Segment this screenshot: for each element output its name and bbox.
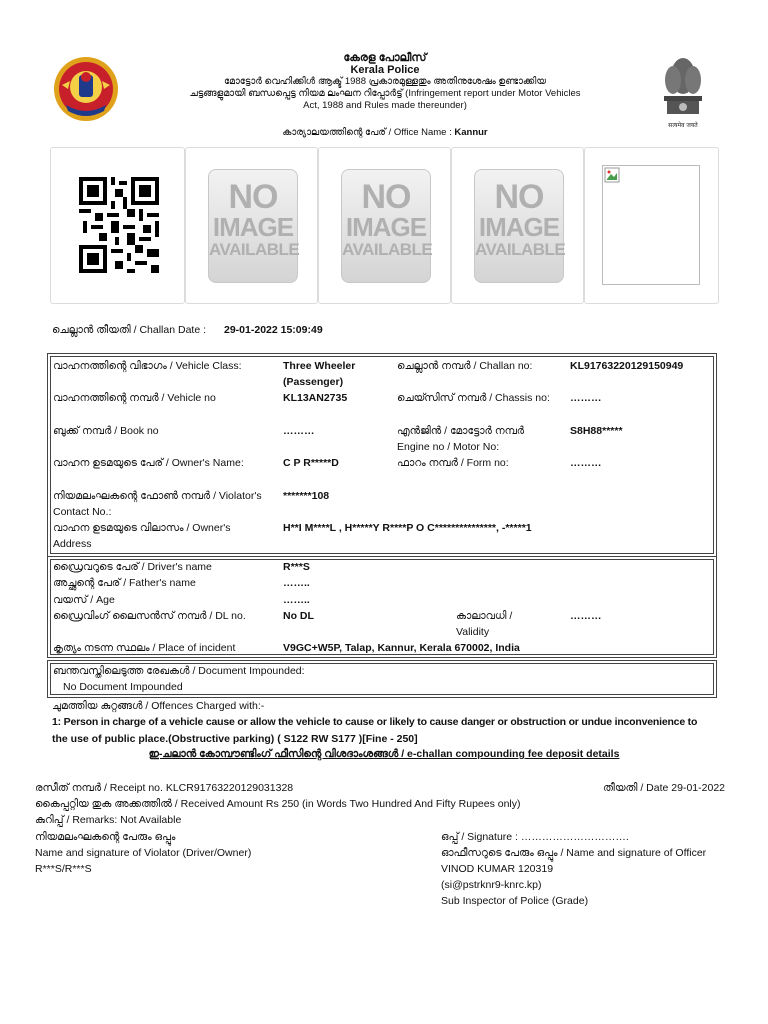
violator-name: R***S/R***S <box>35 863 92 875</box>
remarks: കുറിപ്പ് / Remarks: Not Available <box>35 814 182 826</box>
book-no-value: ……… <box>283 425 315 437</box>
challan-no-value: KL91763220129150949 <box>570 360 684 372</box>
vehicle-no-label: വാഹനത്തിന്റെ നമ്പർ / Vehicle no <box>53 392 216 404</box>
validity-value: ……… <box>570 610 602 622</box>
vehicle-no-value: KL13AN2735 <box>283 392 348 404</box>
evidence-image-3 <box>451 147 584 304</box>
no-image-placeholder-icon: NO IMAGE AVAILABLE <box>474 169 564 283</box>
owner-name-value: C P R*****D <box>283 457 339 469</box>
signature-line: ഒപ്പ് / Signature : …………………………. <box>441 831 629 843</box>
broken-image-icon <box>604 167 620 183</box>
offence-line-2: the use of public place.(Obstructive parking) ( S122 RW S177 )[Fine - 250] <box>52 733 418 745</box>
form-no-value: ……… <box>570 457 602 469</box>
officer-rank: Sub Inspector of Police (Grade) <box>441 895 589 907</box>
challan-date-value: 29-01-2022 15:09:49 <box>224 324 323 336</box>
offence-line-1: 1: Person in charge of a vehicle cause or allow the vehicle to cause or likely to cause danger or obstruction or undue inconvenience to <box>52 716 698 728</box>
form-no-label: ഫാറം നമ്പർ / Form no: <box>397 457 509 469</box>
violator-contact-label: നിയമലംഘകന്റെ ഫോൺ നമ്പർ / Violator's Contact No.: <box>53 490 262 518</box>
national-emblem-icon <box>655 52 711 132</box>
chassis-no-value: ……… <box>570 392 602 404</box>
title-english: Kerala Police <box>350 64 420 76</box>
office-value: Kannur <box>454 127 488 138</box>
qr-code-icon <box>79 177 159 273</box>
offences-label: ചുമത്തിയ കുറ്റങ്ങൾ / Offences Charged with:- <box>52 700 265 712</box>
broken-image-frame <box>602 165 700 285</box>
chassis-no-label: ചെയ്സിസ് നമ്പർ / Chassis no: <box>397 392 550 404</box>
father-name-value: …….. <box>283 577 310 589</box>
evidence-image-2 <box>318 147 451 304</box>
kerala-police-emblem-icon <box>52 55 120 123</box>
driver-name-label: ഡ്രൈവറുടെ പേര് / Driver's name <box>53 561 212 573</box>
father-name-label: അച്ഛന്റെ പേര് / Father's name <box>53 577 196 589</box>
place-of-incident-value: V9GC+W5P, Talap, Kannur, Kerala 670002, India <box>283 642 520 654</box>
document-header <box>150 52 620 112</box>
validity-label: കാലാവധി / Validity <box>456 610 513 638</box>
office-label: കാര്യാലയത്തിന്റെ പേര് / Office Name : <box>282 127 455 138</box>
qr-code-tile <box>50 147 185 304</box>
owner-address-value: H**I M****L , H*****Y R****P O C***************, -*****1 <box>283 522 532 534</box>
title-malayalam: കേരള പോലീസ് <box>343 52 427 64</box>
documents-impounded-value: No Document Impounded <box>63 681 183 693</box>
challan-date-label: ചെല്ലാൻ തീയതി / Challan Date : <box>52 324 206 336</box>
receipt-date: തീയതി / Date 29-01-2022 <box>602 782 725 794</box>
age-value: …….. <box>283 594 310 606</box>
documents-impounded-label: ബന്തവസ്തിലെടുത്ത രേഖകൾ / Document Impounded: <box>53 665 305 677</box>
challan-no-label: ചെല്ലാൻ നമ്പർ / Challan no: <box>397 360 533 372</box>
officer-id: (si@pstrknr9-knrc.kp) <box>441 879 542 891</box>
place-of-incident-label: കൃത്യം നടന്ന സ്ഥലം / Place of incident <box>53 642 236 654</box>
owner-name-label: വാഹന ഉടമയുടെ പേര് / Owner's Name: <box>53 457 244 469</box>
emblem-motto: सत्यमेव जयते <box>668 122 698 129</box>
evidence-image-1 <box>185 147 318 304</box>
header-line-1: മോട്ടോർ വെഹിക്കിൾ ആക്ട് 1988 പ്രകാരമുള്ളതും അതിനുശേഷം ഉണ്ടാക്കിയ <box>223 76 547 87</box>
vehicle-class-value: Three Wheeler (Passenger) <box>283 360 356 388</box>
age-label: വയസ് / Age <box>53 594 115 606</box>
driver-name-value: R***S <box>283 561 310 573</box>
violator-signature-label-en: Name and signature of Violator (Driver/Owner) <box>35 847 252 859</box>
owner-address-label: വാഹന ഉടമയുടെ വിലാസം / Owner's Address <box>53 522 231 550</box>
header-line-3: Act, 1988 and Rules made thereunder) <box>303 100 467 111</box>
driver-details-table <box>47 556 717 658</box>
officer-signature-label: ഓഫീസറുടെ പേരും ഒപ്പും / Name and signature of Officer <box>441 847 707 859</box>
engine-no-value: S8H88***** <box>570 425 623 437</box>
vehicle-class-label: വാഹനത്തിന്റെ വിഭാഗം / Vehicle Class: <box>53 360 242 372</box>
officer-name: VINOD KUMAR 120319 <box>441 863 554 875</box>
no-image-placeholder-icon: NO IMAGE AVAILABLE <box>341 169 431 283</box>
received-amount: കൈപ്പറ്റിയ തുക അക്കത്തിൽ / Received Amount Rs 250 (in Words Two Hundred And Fifty Rupees only) <box>35 798 521 810</box>
violator-contact-value: *******108 <box>283 490 330 502</box>
receipt-no: രസീത് നമ്പർ / Receipt no. KLCR91763220129031328 <box>35 782 294 794</box>
vehicle-details-table <box>47 353 717 557</box>
violator-signature-label-ml: നിയമലംഘകന്റെ പേരും ഒപ്പും <box>35 831 176 843</box>
echallan-heading: ഇ-ചലാൻ കോമ്പൗണ്ടിംഗ് ഫീസിന്റെ വിശദാംശങ്ങൾ / e-challan compounding fee deposit details <box>148 748 620 760</box>
dl-no-value: No DL <box>283 610 314 622</box>
evidence-image-4 <box>584 147 719 304</box>
office-name <box>150 127 620 138</box>
documents-impounded-table <box>47 660 717 698</box>
header-line-2: ചട്ടങ്ങളുമായി ബന്ധപ്പെട്ട നിയമ ലംഘന റിപ്പോർട്ട് (Infringement report under Motor Vehicles <box>189 88 581 99</box>
engine-no-label: എൻജിൻ / മോട്ടോർ നമ്പർ Engine no / Motor No: <box>397 425 525 453</box>
no-image-placeholder-icon: NO IMAGE AVAILABLE <box>208 169 298 283</box>
dl-no-label: ഡ്രൈവിംഗ് ലൈസൻസ് നമ്പർ / DL no. <box>53 610 246 622</box>
book-no-label: ബുക്ക് നമ്പർ / Book no <box>53 425 159 437</box>
